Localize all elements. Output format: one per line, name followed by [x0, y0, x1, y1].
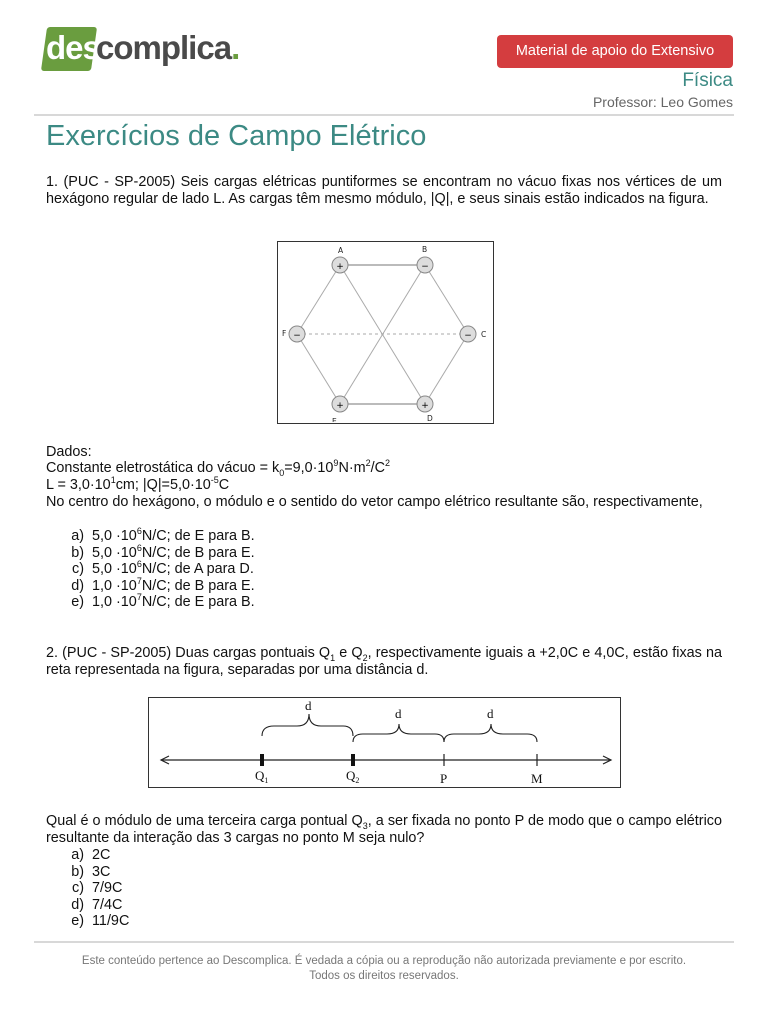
teacher-label: Professor: Leo Gomes	[592, 94, 733, 110]
line-charges-figure	[148, 697, 621, 788]
q2-marker	[351, 754, 355, 766]
charge-c	[460, 326, 476, 342]
label-a: A	[338, 246, 344, 255]
option-d: d) 7/4C	[71, 896, 123, 913]
option-b: b) $5,0 \cdot 10^6N/C$; de B para E.	[71, 542, 255, 561]
q2-label: $Q_2$	[346, 768, 360, 785]
d-label-2: d	[395, 706, 402, 721]
descomplica-logo	[44, 24, 240, 72]
m-label: M	[531, 771, 543, 786]
svg-text:+: +	[336, 401, 344, 411]
logo-complica: complica	[96, 29, 232, 66]
svg-text:−: −	[421, 262, 429, 272]
subject-label: Física	[682, 70, 733, 91]
label-b: B	[422, 245, 428, 254]
p-label: P	[440, 771, 448, 786]
hexagon-svg	[278, 242, 492, 422]
question-2-options	[46, 847, 129, 930]
logo-des-text: des	[46, 29, 100, 66]
option-d: d) $1,0 \cdot 10^7N/C$; de B para E.	[71, 575, 255, 594]
svg-text:+: +	[336, 262, 344, 272]
hexagon-figure	[277, 241, 494, 424]
option-c: c) 7/9C	[72, 880, 123, 896]
d-label-1: d	[305, 698, 312, 713]
svg-text:−: −	[464, 331, 472, 341]
question-2-text: 2. (PUC - SP-2005) Duas cargas pontuais $Q_1$ e $Q_2$, respectivamente iguais a +2,0C e 4,0C, estão fixas na reta representada na figura, separadas por uma distância d.	[46, 645, 723, 678]
course-badge: Material de apoio do Extensivo	[497, 35, 733, 68]
footer-line-1: Este conteúdo pertence ao Descomplica. É vedada a cópia ou a reprodução não autorizada previamente e por escrito.	[81, 955, 687, 967]
dados-label: Dados:	[46, 444, 92, 460]
label-f: F	[282, 329, 287, 338]
header-divider	[34, 114, 734, 116]
svg-text:−: −	[293, 331, 301, 341]
question-1-prompt: No centro do hexágono, o módulo e o sentido do vetor campo elétrico resultante são, respectivamente,	[46, 494, 703, 510]
option-e: e) 11/9C	[71, 913, 130, 929]
footer-notice	[34, 954, 734, 984]
q1-marker	[260, 754, 264, 766]
option-c: c) $5,0 \cdot 10^6N/C$; de A para D.	[72, 559, 254, 577]
d-label-3: d	[487, 706, 494, 721]
option-a: a) 2C	[71, 847, 111, 863]
label-c: C	[481, 330, 487, 339]
line-charges-svg	[149, 698, 619, 786]
logo-rest-text	[96, 24, 239, 72]
charge-b	[417, 257, 433, 273]
svg-text:+: +	[421, 401, 429, 411]
question-1-text: 1. (PUC - SP-2005) Seis cargas elétricas puntiformes se encontram no vácuo fixas nos vértices de um hexágono regular de lado L. As cargas têm mesmo módulo, |Q|, e seus sinais estão indicados na figura.	[46, 174, 722, 207]
charge-e	[332, 396, 348, 412]
label-e: E	[332, 417, 337, 422]
brace-1	[262, 714, 353, 736]
constant-line: Constante eletrostática do vácuo = $k_0=9,0\cdot 10^9N\cdot m^2/C^2$	[46, 458, 391, 478]
question-1-options	[46, 528, 255, 611]
label-d: D	[427, 414, 433, 422]
option-a: a) $5,0 \cdot 10^6N/C$; de E para B.	[71, 526, 255, 544]
footer-line-2: Todos os direitos reservados.	[309, 970, 459, 982]
page-title: Exercícios de Campo Elétrico	[46, 120, 427, 152]
charge-a	[332, 257, 348, 273]
question-2-prompt: Qual é o módulo de uma terceira carga pontual $Q_3$, a ser fixada no ponto P de modo que o campo elétrico resultante da interação das 3 cargas no ponto M seja nulo?	[46, 813, 722, 846]
option-e: e) $1,0 \cdot 10^7N/C$; de E para B.	[71, 592, 255, 610]
brace-3	[444, 724, 537, 742]
q1-label: $Q_1$	[255, 768, 269, 785]
given-values-line: $L = 3,0\cdot 10^1cm$; $|Q|=5,0\cdot 10^{-5}C$	[46, 475, 230, 493]
charge-d	[417, 396, 433, 412]
brace-2	[353, 724, 444, 742]
option-b: b) 3C	[71, 863, 111, 880]
logo-dot: .	[231, 29, 240, 66]
footer-divider	[34, 941, 734, 943]
charge-f	[289, 326, 305, 342]
